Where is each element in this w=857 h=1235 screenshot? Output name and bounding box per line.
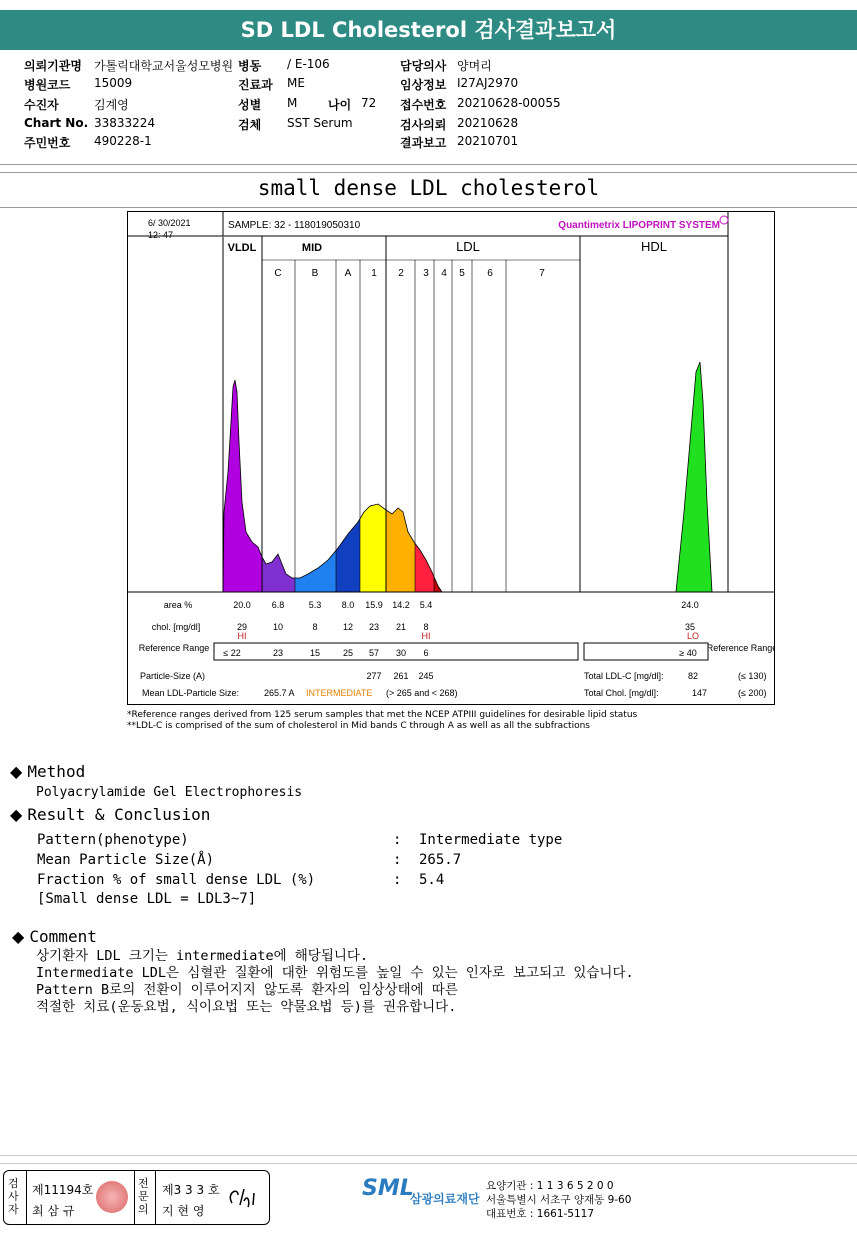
total-chol-ref: (≤ 200) <box>738 688 767 698</box>
signature-box <box>3 1170 270 1225</box>
inspector-label: 검사자 <box>8 1177 19 1216</box>
band-label: 7 <box>539 268 545 279</box>
specialist-no: 제3 3 3 호 <box>162 1183 220 1197</box>
row-label: Total LDL-C [mg/dl]: <box>584 671 664 681</box>
area-value: 24.0 <box>681 600 699 610</box>
total-ldl-ref: (≤ 130) <box>738 671 767 681</box>
header-value: 490228-1 <box>94 134 152 148</box>
reference-value: ≤ 22 <box>223 648 241 658</box>
result-label: Pattern(phenotype) <box>37 832 189 848</box>
header-value: SST Serum <box>287 116 353 130</box>
result-colon: : <box>393 832 402 848</box>
area-value: 14.2 <box>392 600 410 610</box>
chart-svg <box>128 212 774 704</box>
method-heading: Method <box>27 762 86 781</box>
seal-icon <box>96 1181 128 1213</box>
comment-line: Pattern B로의 전환이 이루어지지 않도록 환자의 임상상태에 따른 <box>36 982 458 998</box>
result-value: 265.7 <box>419 852 462 868</box>
chol-value: 29 <box>236 622 248 632</box>
reference-value: 25 <box>342 648 354 658</box>
row-label: Mean LDL-Particle Size: <box>142 688 240 698</box>
chol-value: 12 <box>342 622 354 632</box>
header-value: 33833224 <box>94 116 156 130</box>
comment-text <box>36 948 634 1016</box>
chol-value: 35 <box>684 622 696 632</box>
band-label: 3 <box>423 268 429 279</box>
chart-sample: SAMPLE: 32 - 118019050310 <box>228 220 361 231</box>
org-code: 요양기관 : 1 1 3 6 5 2 0 0 <box>486 1180 614 1192</box>
flag-lo: LO <box>686 631 700 641</box>
header-value: 20210628-00055 <box>457 96 561 110</box>
area-value: 6.8 <box>271 600 285 610</box>
header-label: Chart No. <box>24 116 89 130</box>
band-label: 5 <box>459 268 465 279</box>
total-ldl-value: 82 <box>688 671 699 681</box>
row-label: chol. [mg/dl] <box>151 622 201 632</box>
header-label: 진료과 <box>238 78 273 92</box>
org-address: 서울특별시 서초구 양재동 9-60 <box>486 1194 632 1206</box>
area-value: 5.4 <box>419 600 433 610</box>
header-value: 가톨릭대학교서울성모병원 <box>94 59 234 73</box>
chol-value: 8 <box>423 622 429 632</box>
divider <box>0 1155 857 1156</box>
lipoprint-chart <box>127 211 775 705</box>
total-chol-value: 147 <box>692 688 708 698</box>
divider <box>134 1171 135 1224</box>
ldl1-area <box>360 504 386 592</box>
report-title: SD LDL Cholesterol 검사결과보고서 <box>0 10 857 50</box>
org-logo: SML <box>362 1176 414 1201</box>
age-label: 나이 <box>328 98 352 112</box>
band-group-label: HDL <box>640 239 668 254</box>
diamond-icon: ◆ <box>10 762 23 781</box>
header-label: 병동 <box>238 59 262 73</box>
reference-value: 30 <box>395 648 407 658</box>
method-section <box>10 762 85 781</box>
row-label: Particle-Size (A) <box>140 671 206 681</box>
band-a-area <box>336 519 360 592</box>
ldl2-area <box>386 508 415 592</box>
footnote: **LDL-C is comprised of the sum of cholesterol in Mid bands C through A as well as all the subfractions <box>127 721 590 731</box>
vldl-area <box>223 380 262 592</box>
header-value: I27AJ2970 <box>457 76 519 90</box>
flag-hi: HI <box>421 631 431 641</box>
band-c-area <box>262 554 295 592</box>
chol-value: 8 <box>312 622 318 632</box>
reference-value: 23 <box>272 648 284 658</box>
divider <box>155 1171 156 1224</box>
header-value: 20210701 <box>457 134 519 148</box>
result-note: [Small dense LDL = LDL3~7] <box>37 891 257 907</box>
divider <box>0 1163 857 1164</box>
hdl-area <box>676 362 712 592</box>
age-value: 72 <box>361 96 377 110</box>
mean-size-range: (> 265 and < 268) <box>386 688 458 698</box>
header-label: 병원코드 <box>24 78 71 92</box>
flag-hi: HI <box>237 631 247 641</box>
reference-value: 15 <box>309 648 321 658</box>
footnotes <box>127 710 637 732</box>
inspector-name: 최 삼 규 <box>32 1204 75 1218</box>
result-heading: Result & Conclusion <box>27 805 211 824</box>
header-label: 검사의뢰 <box>400 118 447 132</box>
org-phone: 대표번호 : 1661-5117 <box>486 1208 595 1220</box>
header-value: 김계영 <box>94 98 129 112</box>
chol-value: 10 <box>272 622 284 632</box>
ldl3-area <box>415 543 434 592</box>
result-label: Mean Particle Size(Å) <box>37 852 215 868</box>
method-text: Polyacrylamide Gel Electrophoresis <box>36 785 303 800</box>
band-label: B <box>311 268 319 279</box>
chart-time: 12: 47 <box>148 230 174 240</box>
row-label: area % <box>163 600 193 610</box>
chol-value: 23 <box>368 622 380 632</box>
row-label: Reference Range <box>138 643 210 653</box>
header-label: 주민번호 <box>24 136 71 150</box>
particle-value: 277 <box>366 671 382 681</box>
comment-line: Intermediate LDL은 심혈관 질환에 대한 위험도를 높일 수 있는 인자로 보고되고 있습니다. <box>36 965 634 981</box>
area-value: 8.0 <box>341 600 355 610</box>
band-label: 2 <box>398 268 404 279</box>
chart-system-title: Quantimetrix LIPOPRINT SYSTEM <box>558 220 720 231</box>
header-label: 임상정보 <box>400 78 447 92</box>
section-title: small dense LDL cholesterol <box>257 176 600 200</box>
header-label: 검체 <box>238 118 262 132</box>
particle-value: 245 <box>418 671 434 681</box>
header-label: 담당의사 <box>400 59 447 73</box>
comment-section <box>12 927 97 946</box>
result-value: Intermediate type <box>419 832 563 848</box>
comment-line: 상기환자 LDL 크기는 intermediate에 해당됩니다. <box>36 948 369 964</box>
reference-value: 6 <box>423 648 429 658</box>
chol-value: 21 <box>395 622 407 632</box>
org-info <box>486 1179 631 1221</box>
divider <box>26 1171 27 1224</box>
header-value: / E-106 <box>287 57 330 71</box>
band-group-label: MID <box>301 242 323 254</box>
ldl4-area <box>434 577 448 592</box>
band-group-label: VLDL <box>227 242 257 254</box>
band-label: C <box>274 268 282 279</box>
reference-value: ≥ 40 <box>679 648 697 658</box>
band-group-label: LDL <box>456 239 480 254</box>
result-colon: : <box>393 872 402 888</box>
band-label: 1 <box>371 268 377 279</box>
diamond-icon: ◆ <box>12 927 25 946</box>
area-value: 5.3 <box>308 600 322 610</box>
band-label: 6 <box>487 268 493 279</box>
diamond-icon: ◆ <box>10 805 23 824</box>
divider <box>0 164 857 165</box>
area-value: 15.9 <box>365 600 383 610</box>
result-value: 5.4 <box>419 872 445 888</box>
result-colon: : <box>393 852 402 868</box>
comment-line: 적절한 치료(운동요법, 식이요법 또는 약물요법 등)를 권유합니다. <box>36 999 457 1015</box>
mean-size-flag: INTERMEDIATE <box>306 688 373 698</box>
row-label: Total Chol. [mg/dl]: <box>584 688 659 698</box>
divider <box>0 207 857 208</box>
reference-value: 57 <box>368 648 380 658</box>
band-label: A <box>344 268 352 279</box>
chart-date: 6/ 30/2021 <box>148 218 191 228</box>
comment-heading: Comment <box>29 927 97 946</box>
band-b-area <box>295 550 336 592</box>
header-value: ME <box>287 76 305 90</box>
header-label: 결과보고 <box>400 136 447 150</box>
result-label: Fraction % of small dense LDL (%) <box>37 872 316 888</box>
registered-icon <box>720 216 728 224</box>
band-label: 4 <box>441 268 447 279</box>
header-label: 성별 <box>238 98 262 112</box>
particle-value: 261 <box>393 671 409 681</box>
signature-icon <box>224 1183 264 1213</box>
footnote: *Reference ranges derived from 125 serum samples that met the NCEP ATPIII guidelines for desirable lipid status <box>127 710 638 720</box>
header-value: 양며리 <box>457 59 492 73</box>
specialist-name: 지 현 영 <box>162 1204 205 1218</box>
header-label: 수진자 <box>24 98 59 112</box>
org-name: 삼광의료재단 <box>410 1192 480 1206</box>
area-value: 20.0 <box>233 600 251 610</box>
header-value: 20210628 <box>457 116 519 130</box>
header-value: M <box>287 96 298 110</box>
header-label: 의뢰기관명 <box>24 59 82 73</box>
row-label: Reference Range <box>706 643 774 653</box>
result-section <box>10 805 210 824</box>
divider <box>0 172 857 173</box>
specialist-label: 전문의 <box>138 1177 149 1216</box>
inspector-no: 제11194호 <box>32 1183 94 1197</box>
header-label: 접수번호 <box>400 98 447 112</box>
mean-size-value: 265.7 A <box>264 688 295 698</box>
header-value: 15009 <box>94 76 133 90</box>
